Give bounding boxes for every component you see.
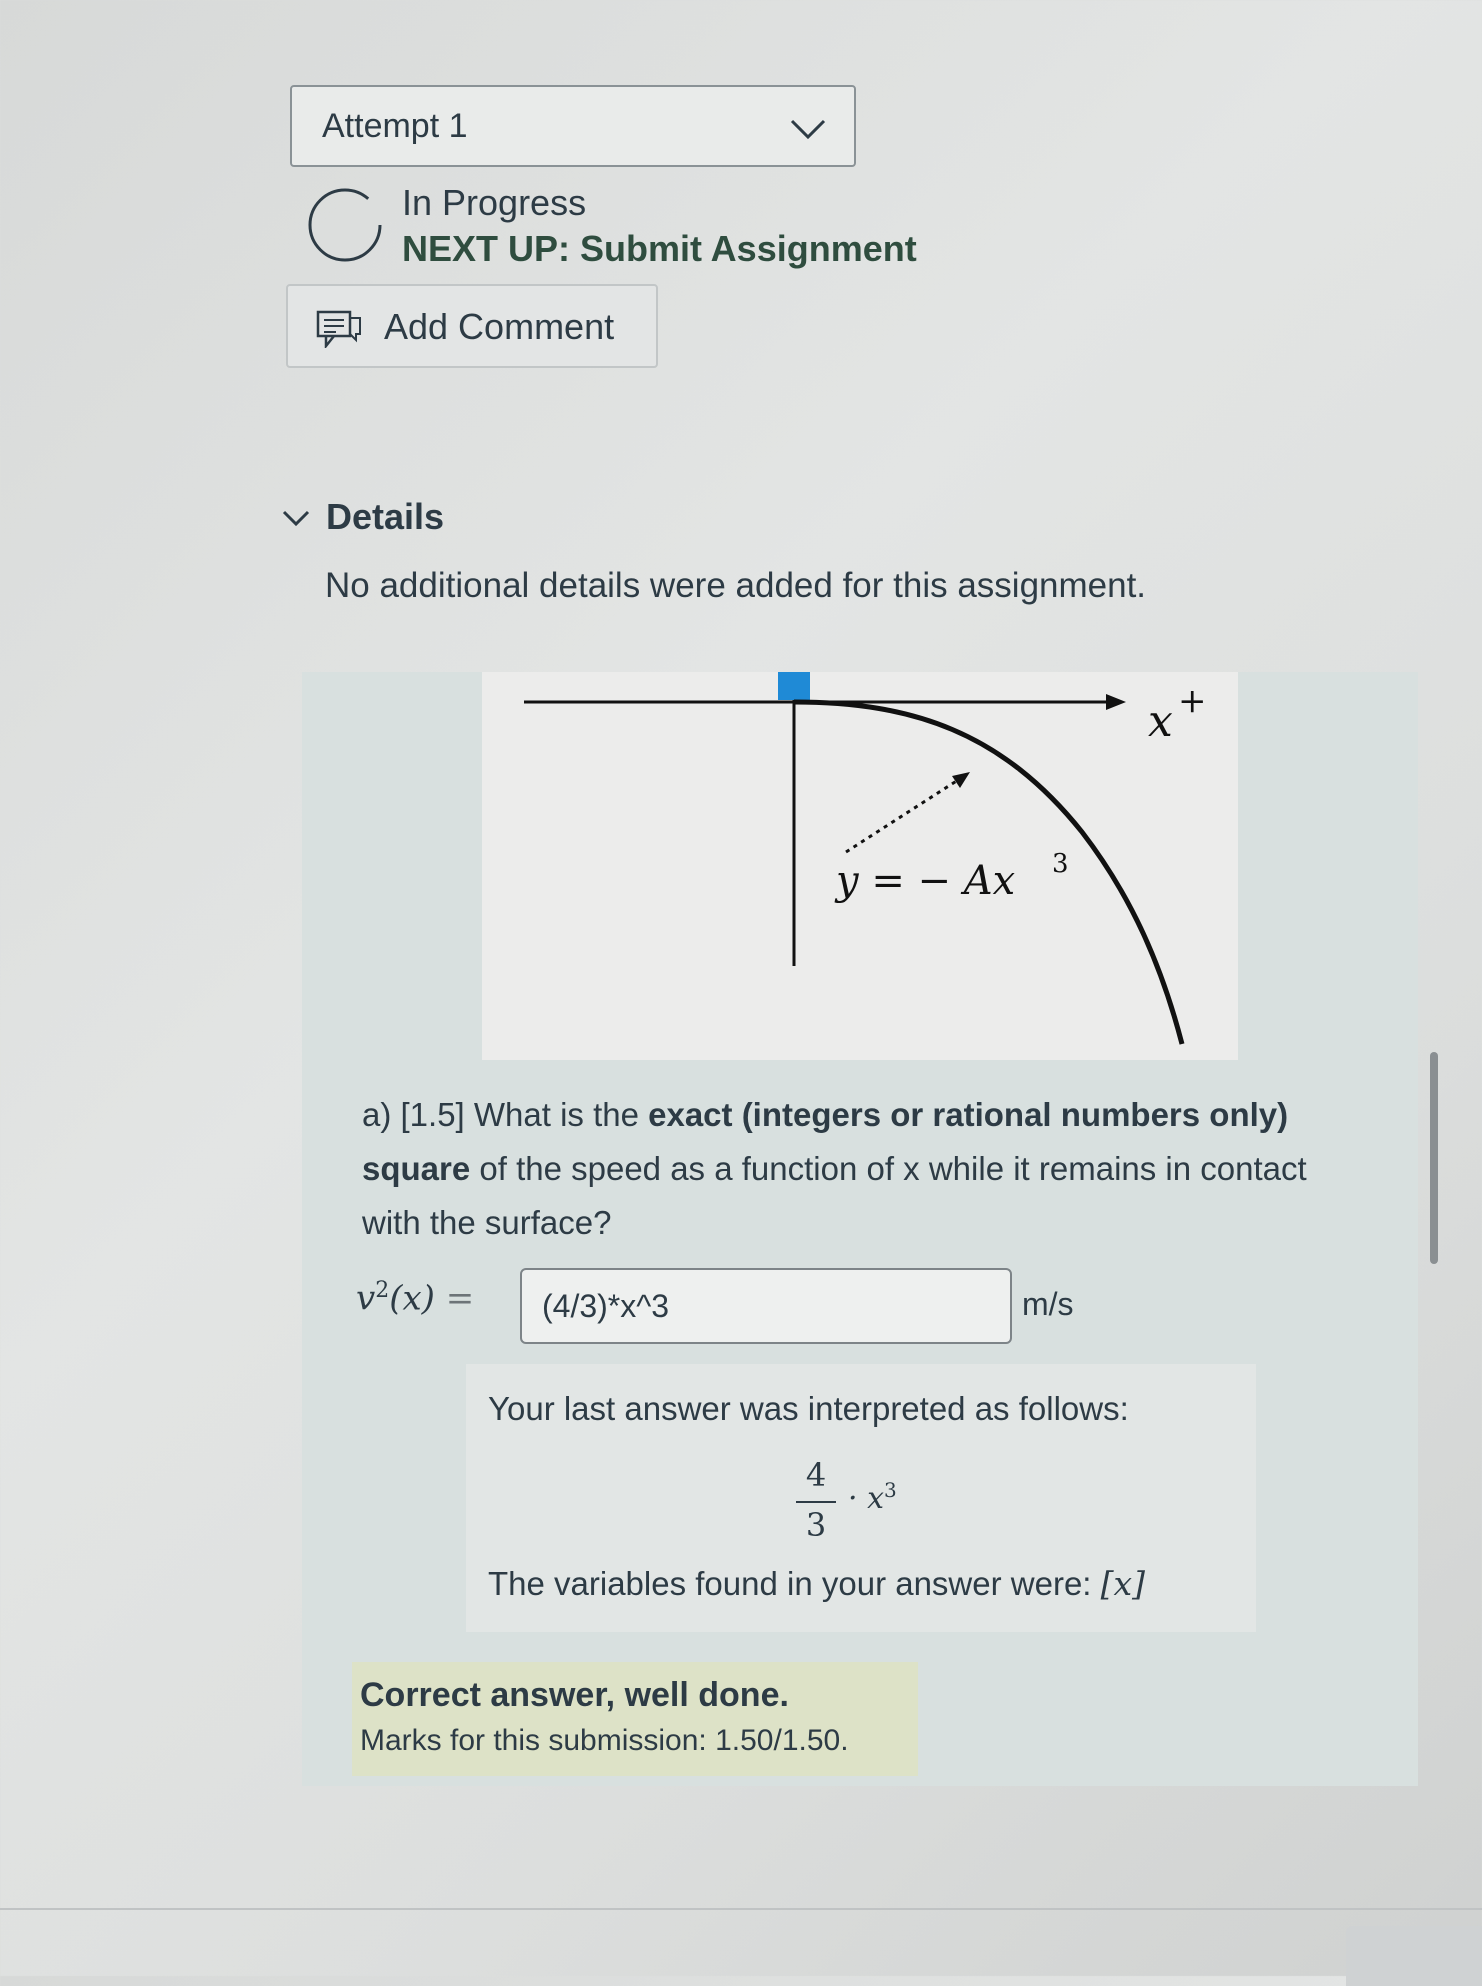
variables-found <box>488 1564 1145 1603</box>
next-up-label: NEXT UP: Submit Assignment <box>402 228 917 269</box>
unit-label: m/s <box>1022 1286 1074 1322</box>
x-axis-sign: + <box>1178 681 1207 721</box>
feedback-title: Correct answer, well done. <box>360 1676 789 1714</box>
interpretation-title: Your last answer was interpreted as follows: <box>488 1390 1129 1427</box>
variables-label: The variables found in your answer were: <box>488 1565 1101 1602</box>
add-comment-button[interactable] <box>286 284 658 368</box>
details-text: No additional details were added for this assignment. <box>325 566 1147 605</box>
variables-value: [x] <box>1100 1564 1146 1603</box>
x-axis-arrow-icon <box>1106 694 1126 710</box>
add-comment-label: Add Comment <box>384 306 615 347</box>
chevron-down-icon <box>788 109 828 149</box>
curve-equation: y = − Ax <box>836 858 1016 904</box>
x-axis-label: x <box>1148 696 1173 747</box>
fraction-numerator: 4 <box>805 1456 827 1494</box>
equals-sign: = <box>445 1278 475 1319</box>
question-prefix: a) [1.5] What is the <box>362 1096 649 1133</box>
details-title: Details <box>326 496 445 537</box>
progress-ring-icon <box>306 186 384 264</box>
expression-exponent: 3 <box>884 1478 897 1502</box>
pointer-arrow-icon <box>952 772 970 788</box>
question-figure <box>482 672 1238 1060</box>
feedback-box <box>352 1662 918 1776</box>
chevron-down-icon <box>280 502 312 534</box>
label-pointer <box>846 780 958 852</box>
attempt-select-label: Attempt 1 <box>322 107 468 145</box>
interpretation-box <box>466 1364 1256 1632</box>
interpreted-expression <box>796 1456 956 1556</box>
scrollbar[interactable] <box>1430 1052 1438 1264</box>
block-icon <box>778 672 810 700</box>
lhs-exponent: 2 <box>375 1278 390 1303</box>
expression-term: · x <box>848 1481 884 1516</box>
lhs-variable: v <box>356 1278 376 1319</box>
expression-rest <box>848 1478 897 1516</box>
question-panel <box>302 672 1418 1786</box>
answer-input[interactable]: (4/3)*x^3 <box>520 1268 1012 1344</box>
curve-diagram <box>482 672 1238 1060</box>
curve-exponent: 3 <box>1052 849 1069 879</box>
lhs-argument: (x) <box>389 1278 435 1319</box>
fraction-bar <box>796 1501 836 1503</box>
question-suffix: of the speed as a function of x while it remains in contact with the surface? <box>362 1150 1307 1241</box>
feedback-marks: Marks for this submission: 1.50/1.50. <box>360 1724 849 1757</box>
question-text <box>362 1088 1372 1250</box>
next-button[interactable] <box>1346 1926 1482 1986</box>
footer-divider <box>0 1908 1482 1910</box>
progress-status: In Progress <box>402 182 587 223</box>
comment-icon <box>316 308 364 348</box>
fraction-denominator: 3 <box>805 1506 827 1544</box>
question-emphasis: exact (integers or rational numbers only) square <box>362 1096 1289 1187</box>
attempt-select[interactable] <box>290 85 856 167</box>
details-toggle[interactable] <box>280 496 780 546</box>
answer-lhs <box>356 1278 474 1318</box>
